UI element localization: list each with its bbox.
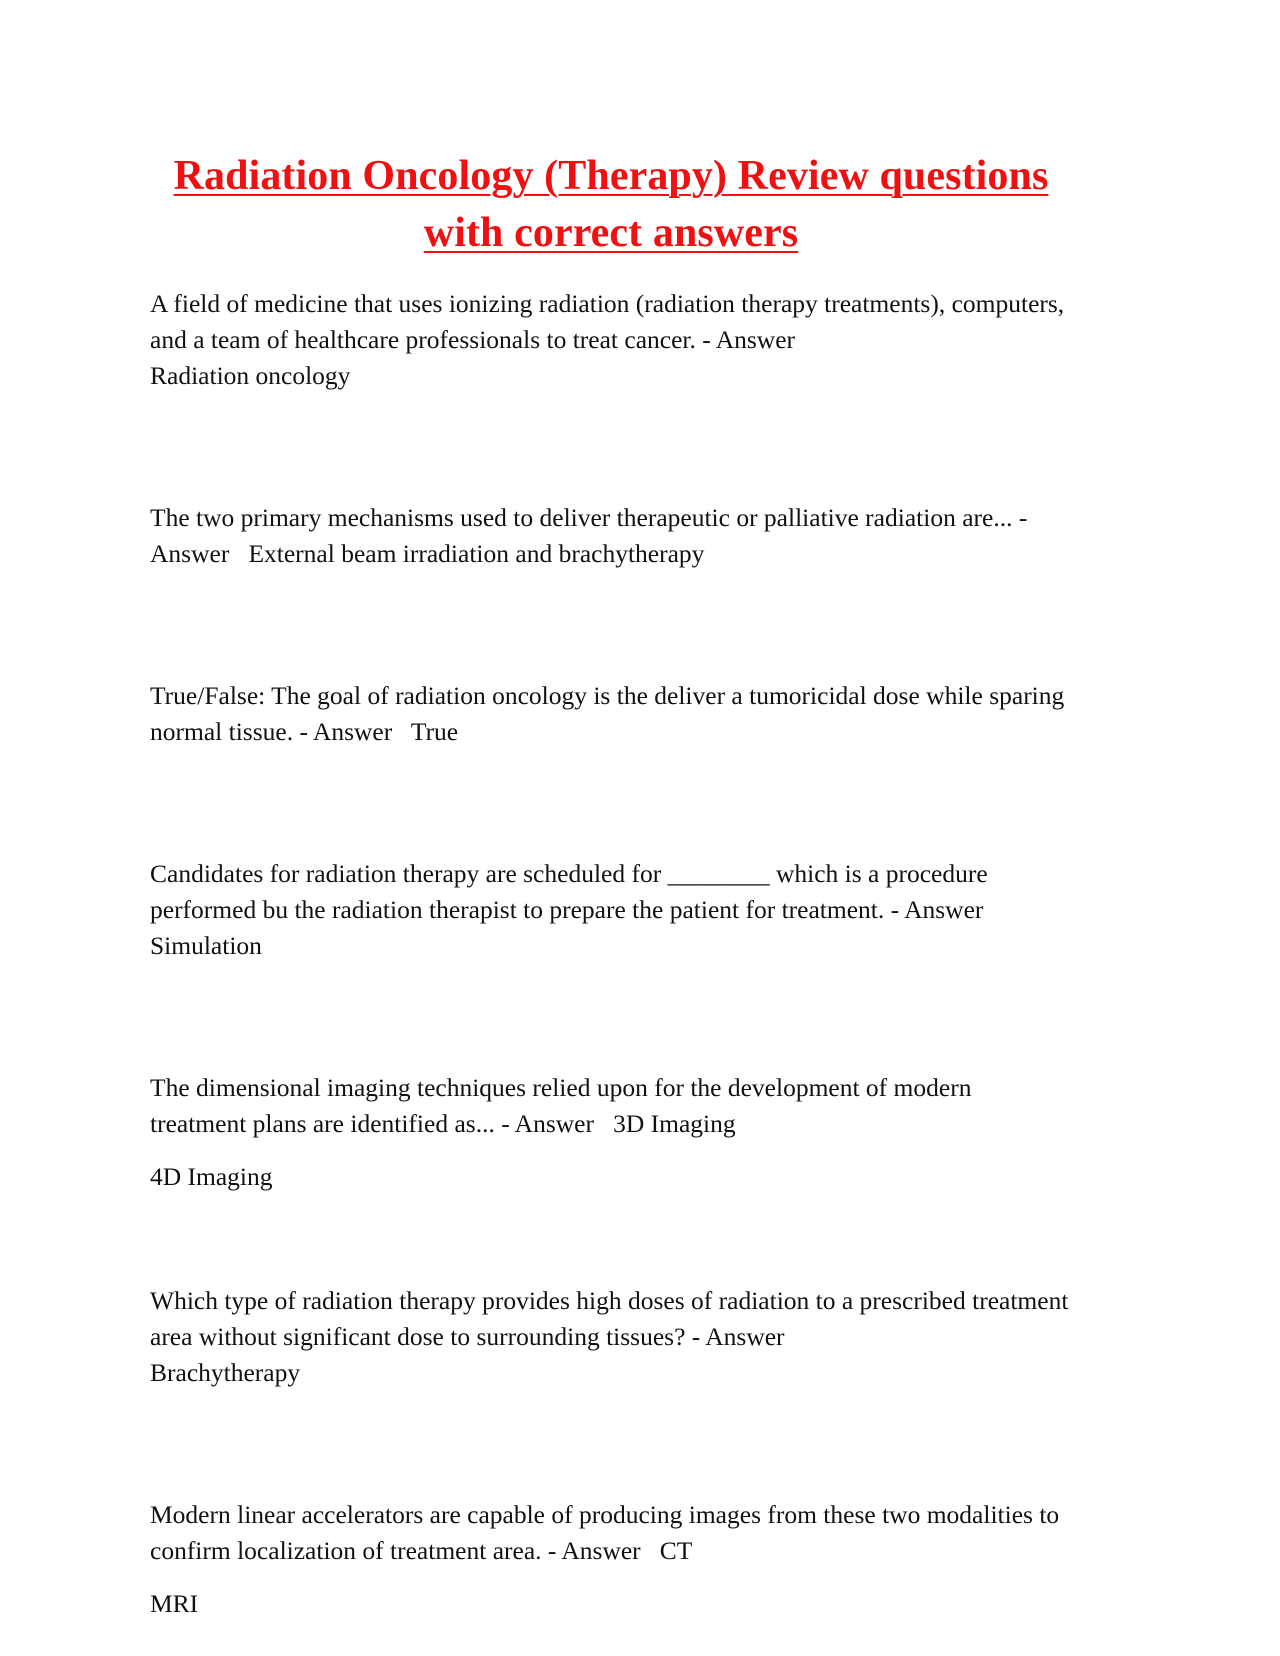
- qa-item: [150, 1070, 1072, 1195]
- answer-extra-text: MRI: [150, 1589, 199, 1618]
- answer-text: True: [410, 717, 459, 746]
- question-text: True/False: The goal of radiation oncology is the deliver a tumoricidal dose while sparing normal tissue. - Answer: [150, 681, 1065, 746]
- question-text: The two primary mechanisms used to deliver therapeutic or palliative radiation are... - Answer: [150, 503, 1028, 568]
- qa-item: [150, 678, 1072, 750]
- question-text: Modern linear accelerators are capable of producing images from these two modalities to confirm localization of treatment area. - Answer: [150, 1500, 1060, 1565]
- title-line-2: with correct answers: [423, 210, 799, 256]
- answer-text: Brachytherapy: [150, 1358, 301, 1387]
- answer-extra-text: 4D Imaging: [150, 1162, 273, 1191]
- question-text: Candidates for radiation therapy are scheduled for ________ which is a procedure performed bu the radiation therapist to prepare the patient for treatment. - Answer: [150, 859, 988, 924]
- question-text: The dimensional imaging techniques relied upon for the development of modern treatment plans are identified as... - Answer: [150, 1073, 972, 1138]
- qa-item: [150, 286, 1072, 394]
- qa-text: [150, 1497, 1072, 1569]
- qa-text: [150, 500, 1072, 572]
- qa-text: [150, 286, 1072, 394]
- answer-text: CT: [659, 1536, 693, 1565]
- qa-text: [150, 1070, 1072, 1142]
- answer-text: Radiation oncology: [150, 361, 351, 390]
- qa-list: [150, 286, 1072, 1622]
- title-line-1: Radiation Oncology (Therapy) Review questions: [173, 153, 1049, 199]
- question-text: Which type of radiation therapy provides high doses of radiation to a prescribed treatment area without significant dose to surrounding tissues? - Answer: [150, 1286, 1069, 1351]
- qa-text: [150, 678, 1072, 750]
- answer-text: External beam irradiation and brachytherapy: [248, 539, 705, 568]
- qa-text: [150, 856, 1072, 964]
- qa-item: [150, 1283, 1072, 1391]
- answer-text: 3D Imaging: [613, 1109, 736, 1138]
- qa-item: [150, 500, 1072, 572]
- qa-item: [150, 856, 1072, 964]
- answer-text: Simulation: [150, 931, 262, 960]
- question-text: A field of medicine that uses ionizing radiation (radiation therapy treatments), computers, and a team of healthcare professionals to treat cancer. - Answer: [150, 289, 1065, 354]
- qa-text: [150, 1283, 1072, 1391]
- document-title: [150, 148, 1072, 262]
- qa-item: [150, 1497, 1072, 1622]
